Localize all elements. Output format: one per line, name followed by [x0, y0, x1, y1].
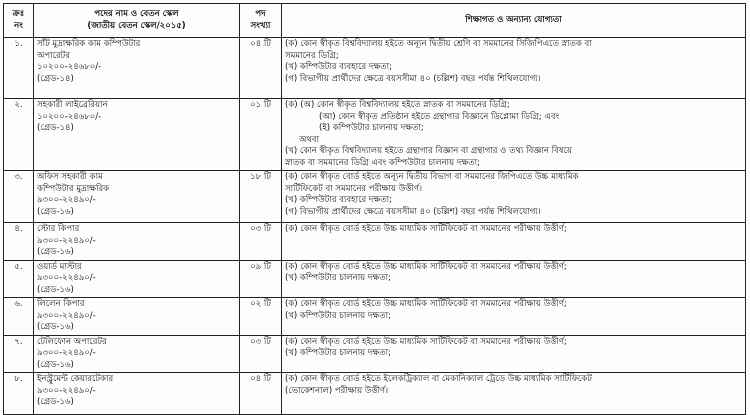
post-count: ০৩ টি [240, 223, 282, 261]
qualification-cell [282, 335, 746, 373]
post-title: ইনস্ট্রুমেন্ট কেয়ারটেকার [37, 374, 114, 384]
header-post-line: পদের নাম ও বেতন স্কেল [94, 9, 179, 19]
pay-scale: ৯৩০০-২২৪৯০/- [37, 348, 96, 358]
row-post-cell [34, 260, 240, 298]
post-title: সহকারী লাইব্রেরিয়ান [37, 100, 108, 110]
table-row [4, 298, 746, 336]
pay-scale: ১০২০০-২৪৬৮০/- [37, 111, 102, 122]
qualification-line: (খ) কম্পিউটার চালনায় দক্ষতা; [285, 273, 391, 283]
post-count: ০১ টি [240, 99, 282, 171]
row-post-cell [34, 223, 240, 261]
table-row [4, 223, 746, 261]
header-serial-line: ক্রঃ [12, 9, 25, 19]
row-serial: ৮. [4, 373, 34, 415]
qualification-line: সমমানের ডিগ্রি; [285, 50, 339, 61]
recruitment-table [3, 3, 746, 415]
qualification-line: (খ) কম্পিউটার ব্যবহারে দক্ষতা; [285, 195, 392, 205]
pay-grade: (গ্রেড-১৬) [37, 397, 74, 407]
pay-grade: (গ্রেড-১৬) [37, 284, 74, 295]
qualification-line: (ক) কোন স্বীকৃত বোর্ড হইতে উচ্চ মাধ্যমিক সার্টিফিকেট বা সমমানের পরীক্ষায় উত্তীর্ণ; [285, 261, 567, 272]
post-count: ০৩ টি [240, 335, 282, 373]
row-serial: ২. [4, 99, 34, 171]
pay-scale: ৯৩০০-২২৪৯০/- [37, 385, 96, 396]
post-title: লিলেন কিপার [37, 299, 85, 309]
pay-scale: ১০২০০-২৪৬৮০/- [37, 62, 102, 72]
qualification-cell [282, 223, 746, 261]
qualification-line: (ক) কোন স্বীকৃত বোর্ড হইতে ইলেকট্রিক্যাল বা মেকানিক্যাল ট্রেডে উচ্চ মাধ্যমিক সার্টিফিকেট [285, 374, 592, 384]
qualification-line: অথবা [299, 134, 320, 145]
row-post-cell [34, 38, 240, 99]
post-count: ০২ টি [240, 298, 282, 336]
row-post-cell [34, 298, 240, 336]
qualification-line: (ভোকেশনাল) পরীক্ষায় উত্তীর্ণ। [285, 385, 389, 396]
qualification-line: (ক) কোন স্বীকৃত বোর্ড হইতে উচ্চ মাধ্যমিক সার্টিফিকেট বা সমমানের পরীক্ষায় উত্তীর্ণ; [285, 336, 567, 347]
post-count: ০৪ টি [240, 38, 282, 99]
qualification-cell [282, 373, 746, 415]
qualification-line: (ক) কোন স্বীকৃত বোর্ড হইতে উচ্চ মাধ্যমিক সার্টিফিকেট বা সমমানের পরীক্ষায় উত্তীর্ণ; [285, 299, 567, 309]
post-title: অফিস সহকারী কাম [37, 172, 103, 182]
post-title: কম্পিউটার মুদ্রাক্ষরিক [37, 183, 110, 194]
post-title: অপারেটর [37, 50, 70, 61]
pay-grade: (গ্রেড-১৬) [37, 359, 74, 370]
qualification-line: (গ) বিভাগীয় প্রার্থীদের ক্ষেত্রে বয়সসীমা ৪০ (চল্লিশ) বছর পর্যন্ত শিথিলযোগ্য। [285, 73, 541, 84]
pay-scale: ৯৩০০-২২৪৯০/- [37, 235, 96, 246]
table-row [4, 171, 746, 223]
table-row [4, 373, 746, 415]
qualification-cell [282, 171, 746, 223]
qualification-line: (খ) কম্পিউটার চালনায় দক্ষতা; [285, 348, 391, 358]
qualification-line: (খ) কম্পিউটার ব্যবহারে দক্ষতা; [285, 62, 392, 72]
row-serial: ৩. [4, 171, 34, 223]
post-count: ০৪ টি [240, 373, 282, 415]
qualification-line: (আ) কোন স্বীকৃত প্রতিষ্ঠান হইতে গ্রন্থাগার বিজ্ঞানে ডিপ্লোমা ডিগ্রি; এবং [319, 111, 560, 122]
post-title: স্টোর কিপার [37, 224, 80, 234]
pay-scale: ৯৩০০-২২৪৯০/- [37, 273, 96, 283]
header-serial-line: নং [14, 20, 23, 31]
row-serial: ১. [4, 38, 34, 99]
table-row [4, 99, 746, 171]
table-body [4, 38, 746, 415]
table-row [4, 38, 746, 99]
post-count: ০৯ টি [240, 260, 282, 298]
header-count-line: সংখ্যা [250, 20, 271, 31]
post-title: সাঁট মুদ্রাক্ষরিক কাম কম্পিউটার [37, 39, 141, 49]
post-title: টেলিফোন অপারেটর [37, 336, 107, 347]
qualification-line: (ক) কোন স্বীকৃত বোর্ড হইতে উচ্চ মাধ্যমিক সার্টিফিকেট বা সমমানের পরীক্ষায় উত্তীর্ণ; [285, 224, 567, 234]
qualification-cell [282, 260, 746, 298]
row-serial: ৭. [4, 335, 34, 373]
post-count: ১৮ টি [240, 171, 282, 223]
pay-grade: (গ্রেড-১৬) [37, 206, 74, 217]
row-serial: ৪. [4, 223, 34, 261]
qualification-line: (ক) (অ) কোন স্বীকৃত বিশ্ববিদ্যালয় হইতে স্নাতক বা সমমানের ডিগ্রি; [285, 100, 510, 110]
pay-grade: (গ্রেড-১৬) [37, 247, 74, 257]
pay-scale: ৯৩০০-২২৪৯০/- [37, 195, 96, 205]
header-serial [4, 4, 34, 38]
table-row [4, 260, 746, 298]
qualification-line: (খ) কোন স্বীকৃত বিশ্ববিদ্যালয় হইতে গ্রন্থাগার বিজ্ঞান বা গ্রন্থাগার ও তথ্য বিজ্ঞান বিষয়ে [285, 146, 572, 156]
header-post [34, 4, 240, 38]
qualification-cell [282, 298, 746, 336]
qualification-line: (ক) কোন স্বীকৃত বোর্ড হইতে অন্যূন দ্বিতীয় বিভাগ বা সমমানের জিপিএতে উচ্চ মাধ্যমিক [285, 172, 579, 182]
qualification-cell [282, 38, 746, 99]
pay-grade: (গ্রেড-১৪) [37, 73, 74, 84]
qualification-line: (ই) কম্পিউটার চালনায় দক্ষতা; [319, 123, 424, 133]
qualification-line: (গ) বিভাগীয় প্রার্থীদের ক্ষেত্রে বয়সসীমা ৪০ (চল্লিশ) বছর পর্যন্ত শিথিলযোগ্য। [285, 206, 541, 217]
table-row [4, 335, 746, 373]
row-post-cell [34, 335, 240, 373]
qualification-line: সার্টিফিকেট বা সমমানের পরীক্ষায় উত্তীর্ণ। [285, 183, 423, 194]
row-serial: ৫. [4, 260, 34, 298]
qualification-cell [282, 99, 746, 171]
header-post-line: (জাতীয় বেতন স্কেল/২০১৫) [87, 20, 186, 31]
header-count-line: পদ [255, 9, 266, 19]
row-post-cell [34, 171, 240, 223]
qualification-line: স্নাতক বা সমমানের ডিগ্রি এবং কম্পিউটার চালনায় দক্ষতা; [285, 157, 480, 168]
header-count [240, 4, 282, 38]
post-title: ওয়ার্ড মাস্টার [37, 261, 82, 272]
row-post-cell [34, 373, 240, 415]
pay-scale: ৯৩০০-২২৪৯০/- [37, 310, 96, 321]
header-row [4, 4, 746, 38]
header-qualification: শিক্ষাগত ও অন্যান্য যোগ্যতা [282, 4, 746, 38]
pay-grade: (গ্রেড-১৪) [37, 123, 74, 133]
row-serial: ৬. [4, 298, 34, 336]
qualification-line: (খ) কম্পিউটার চালনায় দক্ষতা; [285, 310, 391, 321]
row-post-cell [34, 99, 240, 171]
qualification-line: (ক) কোন স্বীকৃত বিশ্ববিদ্যালয় হইতে অন্যূন দ্বিতীয় শ্রেণি বা সমমানের সিজিপিএতে স্নাতক বা [285, 39, 592, 49]
pay-grade: (গ্রেড-১৬) [37, 322, 74, 332]
